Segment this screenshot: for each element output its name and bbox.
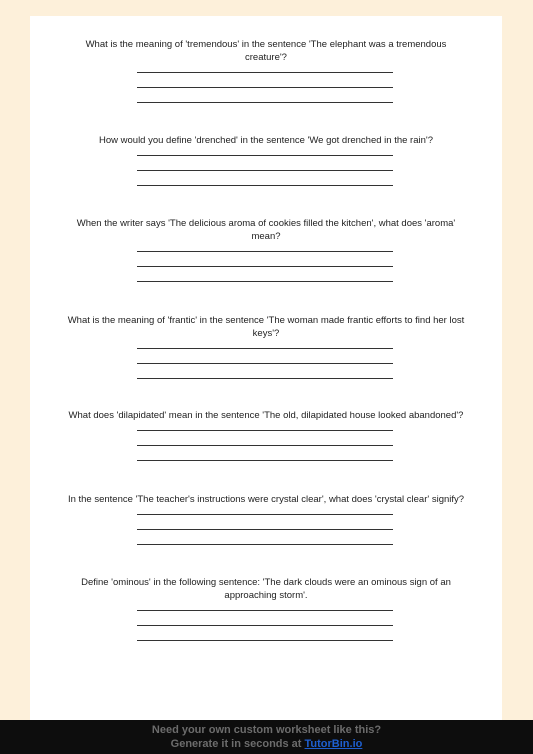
tutorbin-link[interactable]: TutorBin.io: [304, 738, 363, 750]
promo-footer: [0, 720, 533, 754]
answer-line: [137, 87, 393, 88]
question-text: What is the meaning of 'tremendous' in the sentence 'The elephant was a tremendous creature'?: [85, 39, 447, 63]
question-2: [30, 134, 502, 186]
answer-line: [137, 348, 393, 349]
answer-line: [137, 102, 393, 103]
answer-line: [137, 266, 393, 267]
question-1: [30, 38, 502, 103]
promo-line-1: Need your own custom worksheet like this?: [151, 724, 382, 736]
question-7: [30, 576, 502, 641]
answer-line: [137, 544, 393, 545]
question-6: [30, 493, 502, 545]
answer-line: [137, 460, 393, 461]
promo-line-2-text: Generate it in seconds at: [170, 738, 305, 750]
answer-line: [137, 640, 393, 641]
question-text: When the writer says 'The delicious aroma of cookies filled the kitchen', what does 'aroma' mean?: [76, 218, 456, 242]
question-text: Define 'ominous' in the following sentence: 'The dark clouds were an ominous sign of an approaching storm'.: [81, 577, 451, 601]
question-5: [30, 409, 502, 461]
promo-line-2: [0, 737, 533, 751]
question-3: [30, 217, 502, 282]
question-text: How would you define 'drenched' in the sentence 'We got drenched in the rain'?: [99, 135, 433, 146]
answer-line: [137, 185, 393, 186]
answer-line: [137, 378, 393, 379]
question-text: What is the meaning of 'frantic' in the sentence 'The woman made frantic efforts to find her lost keys'?: [67, 315, 465, 339]
answer-line: [137, 251, 393, 252]
answer-line: [137, 529, 393, 530]
answer-line: [137, 72, 393, 73]
answer-line: [137, 445, 393, 446]
answer-line: [137, 610, 393, 611]
worksheet-page: [30, 16, 502, 721]
question-4: [30, 314, 502, 379]
answer-line: [137, 625, 393, 626]
answer-line: [137, 363, 393, 364]
answer-line: [137, 430, 393, 431]
answer-line: [137, 170, 393, 171]
question-text: What does 'dilapidated' mean in the sentence 'The old, dilapidated house looked abandoned'?: [68, 410, 464, 421]
answer-line: [137, 514, 393, 515]
answer-line: [137, 155, 393, 156]
question-text: In the sentence 'The teacher's instructions were crystal clear', what does 'crystal clear' signify?: [67, 494, 465, 505]
answer-line: [137, 281, 393, 282]
